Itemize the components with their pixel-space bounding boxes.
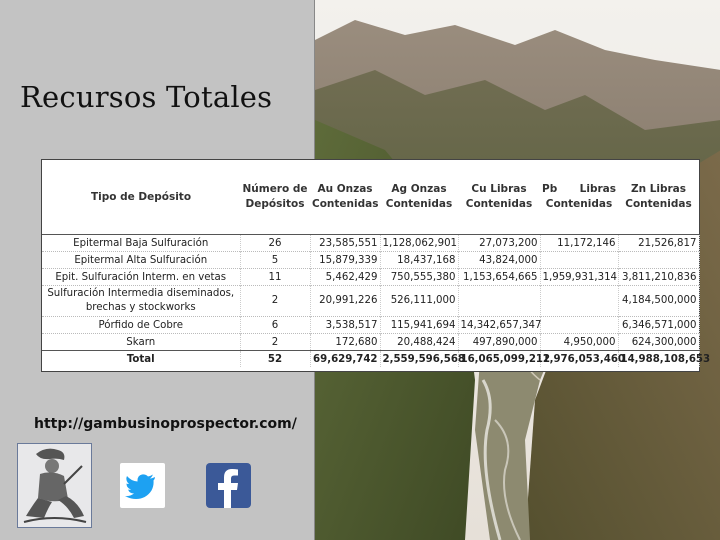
cell-total-label: Total	[42, 351, 240, 368]
table-row	[42, 334, 699, 351]
cell-total-ag: 2,559,596,568	[380, 351, 458, 368]
prospector-logo-icon[interactable]	[17, 443, 92, 528]
cell-au: 23,585,551	[310, 235, 380, 252]
cell-cu: 497,890,000	[458, 334, 540, 351]
header-tipo: Tipo de Depósito	[42, 160, 240, 235]
header-pb-unit: Libras	[579, 183, 616, 195]
cell-zn: 21,526,817	[618, 235, 699, 252]
cell-total-zn: 14,988,108,653	[618, 351, 699, 368]
cell-tipo: Skarn	[42, 334, 240, 351]
table-row	[42, 317, 699, 334]
header-pb-symbol: Pb	[542, 183, 558, 195]
resources-table	[41, 159, 711, 372]
cell-num: 5	[240, 252, 310, 269]
table-total-row	[42, 351, 699, 368]
cell-cu: 1,153,654,665	[458, 269, 540, 286]
cell-zn: 6,346,571,000	[618, 317, 699, 334]
cell-num: 6	[240, 317, 310, 334]
cell-cu: 27,073,200	[458, 235, 540, 252]
cell-ag: 526,111,000	[380, 286, 458, 317]
table-row	[42, 235, 699, 252]
cell-tipo: Epitermal Alta Sulfuración	[42, 252, 240, 269]
cell-pb: 1,959,931,314	[540, 269, 618, 286]
cell-tipo: Epitermal Baja Sulfuración	[42, 235, 240, 252]
table-row	[42, 269, 699, 286]
cell-num: 2	[240, 334, 310, 351]
table-row	[42, 252, 699, 269]
twitter-icon[interactable]	[120, 463, 165, 508]
cell-pb	[540, 286, 618, 317]
cell-total-pb: 1,976,053,460	[540, 351, 618, 368]
cell-pb: 4,950,000	[540, 334, 618, 351]
cell-zn: 624,300,000	[618, 334, 699, 351]
cell-pb	[540, 317, 618, 334]
header-au: Au Onzas Contenidas	[310, 160, 380, 235]
cell-total-cu: 16,065,099,212	[458, 351, 540, 368]
header-pb	[540, 160, 618, 235]
cell-au: 172,680	[310, 334, 380, 351]
cell-tipo: Pórfido de Cobre	[42, 317, 240, 334]
cell-au: 3,538,517	[310, 317, 380, 334]
cell-au: 5,462,429	[310, 269, 380, 286]
slide-title: Recursos Totales	[20, 80, 273, 114]
cell-pb	[540, 252, 618, 269]
cell-ag: 20,488,424	[380, 334, 458, 351]
cell-total-num: 52	[240, 351, 310, 368]
facebook-icon[interactable]	[206, 463, 251, 508]
cell-au: 15,879,339	[310, 252, 380, 269]
cell-cu	[458, 286, 540, 317]
cell-zn: 4,184,500,000	[618, 286, 699, 317]
header-cu: Cu Libras Contenidas	[458, 160, 540, 235]
cell-au: 20,991,226	[310, 286, 380, 317]
header-ag: Ag Onzas Contenidas	[380, 160, 458, 235]
header-pb-contenidas: Contenidas	[545, 198, 613, 210]
cell-ag: 750,555,380	[380, 269, 458, 286]
cell-ag: 115,941,694	[380, 317, 458, 334]
cell-cu: 14,342,657,347	[458, 317, 540, 334]
cell-zn	[618, 252, 699, 269]
cell-cu: 43,824,000	[458, 252, 540, 269]
cell-ag: 1,128,062,901	[380, 235, 458, 252]
cell-ag: 18,437,168	[380, 252, 458, 269]
cell-tipo: Sulfuración Intermedia diseminados, brechas y stockworks	[42, 286, 240, 317]
cell-num: 26	[240, 235, 310, 252]
cell-num: 11	[240, 269, 310, 286]
cell-pb: 11,172,146	[540, 235, 618, 252]
cell-tipo: Epit. Sulfuración Interm. en vetas	[42, 269, 240, 286]
cell-total-au: 69,629,742	[310, 351, 380, 368]
table-row	[42, 286, 699, 317]
website-link[interactable]: http://gambusinoprospector.com/	[34, 416, 297, 432]
header-numero: Número de Depósitos	[240, 160, 310, 235]
cell-num: 2	[240, 286, 310, 317]
table-header-row	[42, 160, 699, 235]
cell-zn: 3,811,210,836	[618, 269, 699, 286]
header-zn: Zn Libras Contenidas	[618, 160, 699, 235]
